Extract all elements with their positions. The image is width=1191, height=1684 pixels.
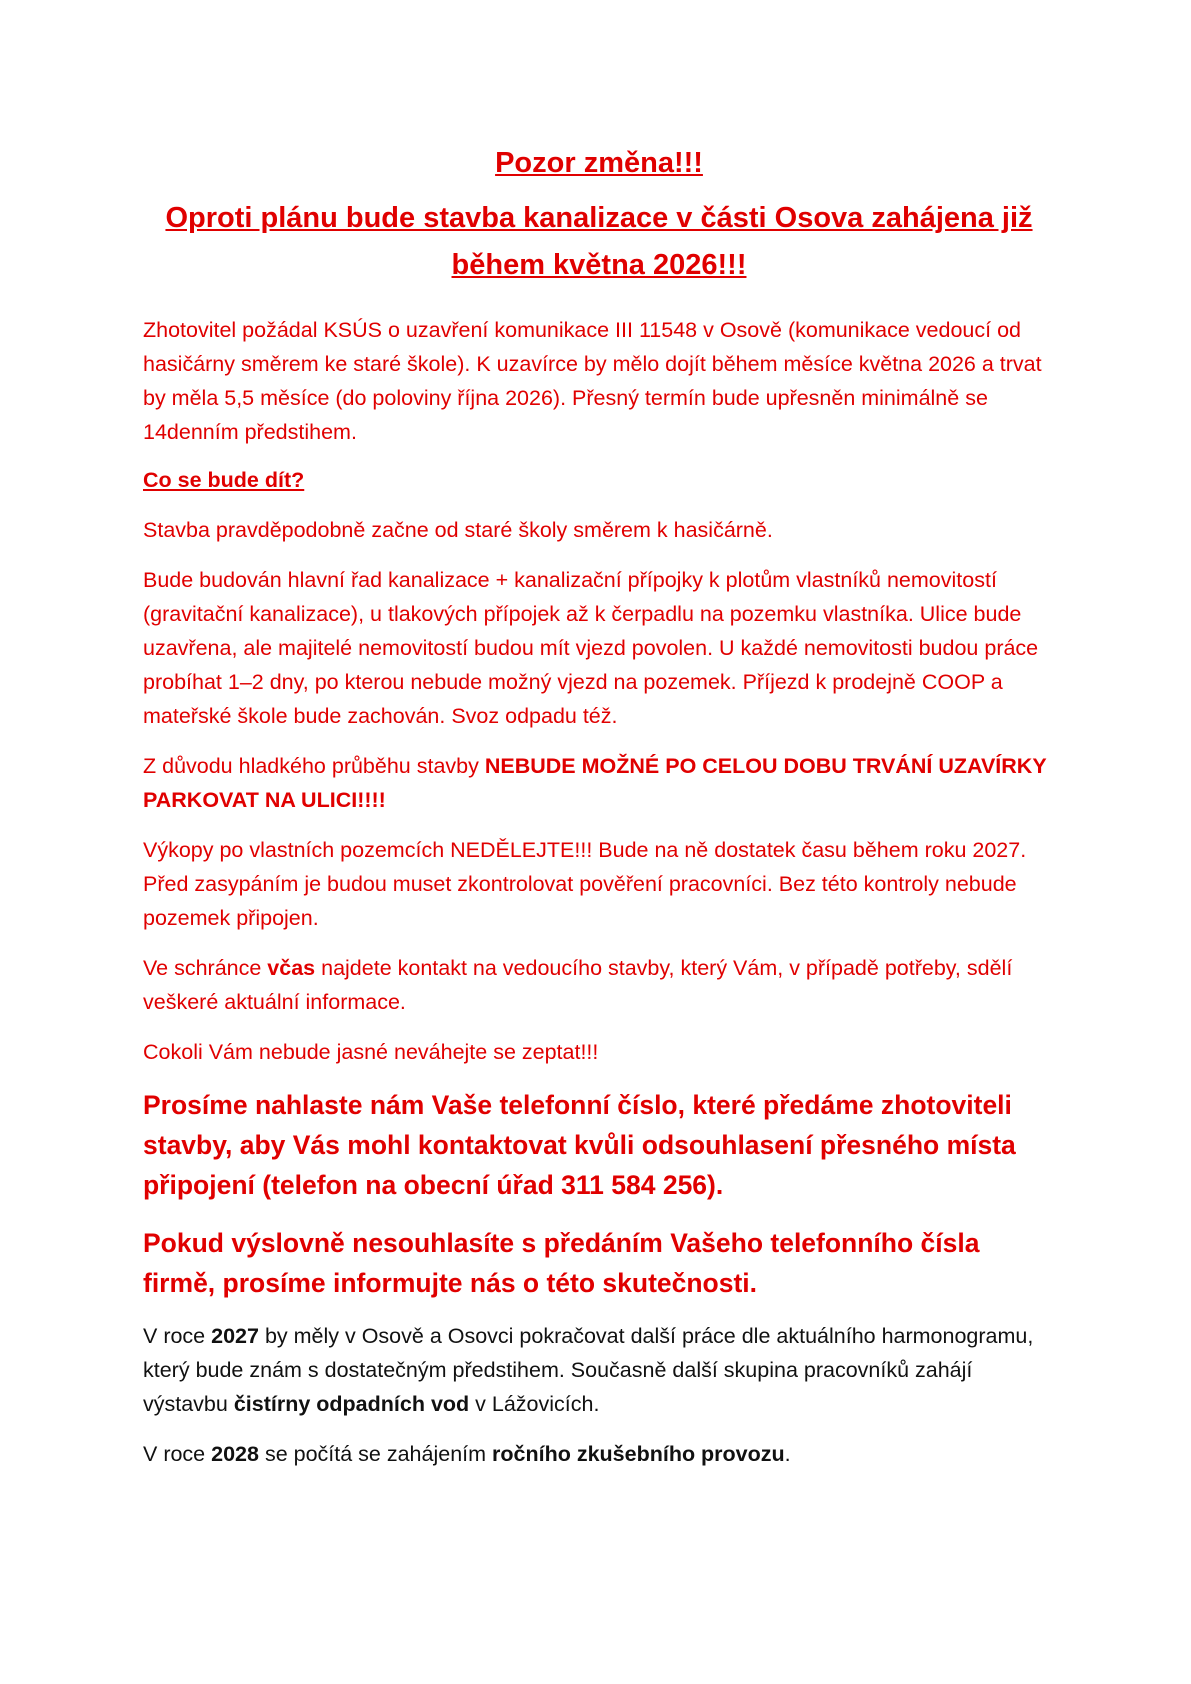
y2027-b: by měly v Osově a Osovci pokračovat další práce dle aktuálního harmonogramu, který bude znám s dostatečným předstihem. Současně další skupina pracovníků zahájí výstavbu bbox=[143, 1324, 1034, 1416]
year-2027-paragraph bbox=[143, 1319, 1055, 1421]
y2028-a: V roce bbox=[143, 1442, 212, 1466]
notice-title: Pozor změna!!! bbox=[495, 147, 703, 179]
notice-subtitle: Oproti plánu bude stavba kanalizace v části Osova zahájena již během května 2026!!! bbox=[165, 202, 1033, 281]
section-heading: Co se bude dít? bbox=[143, 468, 305, 492]
parking-paragraph bbox=[143, 749, 1055, 817]
y2027-a: V roce bbox=[143, 1324, 212, 1348]
y2028-year: 2028 bbox=[211, 1442, 259, 1466]
mailbox-bold: včas bbox=[267, 956, 316, 980]
document-page bbox=[143, 140, 1055, 1471]
year-2028-paragraph bbox=[143, 1437, 1055, 1471]
excavation-paragraph: Výkopy po vlastních pozemcích NEDĚLEJTE!!! Bude na ně dostatek času během roku 2027. Před zasypáním je budou muset zkontrolovat pověření pracovníci. Bez této kontroly nebude pozemek připojen. bbox=[143, 838, 1027, 930]
start-paragraph: Stavba pravděpodobně začne od staré školy směrem k hasičárně. bbox=[143, 518, 773, 542]
mailbox-paragraph bbox=[143, 951, 1055, 1019]
y2028-bold: ročního zkušebního provozu bbox=[492, 1442, 785, 1466]
phone-request-paragraph: Prosíme nahlaste nám Vaše telefonní číslo, které předáme zhotoviteli stavby, aby Vás mohl kontaktovat kvůli odsouhlasení přesného místa připojení (telefon na obecní úřad 311 584 256). bbox=[143, 1090, 1016, 1200]
y2027-c: v Lážovicích. bbox=[469, 1392, 600, 1416]
y2028-c: . bbox=[784, 1442, 791, 1466]
intro-paragraph: Zhotovitel požádal KSÚS o uzavření komunikace III 11548 v Osově (komunikace vedoucí od hasičárny směrem ke staré škole). K uzavírce by mělo dojít během měsíce května 2026 a trvat by měla 5,5 měsíce (do poloviny října 2026). Přesný termín bude upřesněn minimálně se 14denním předstihem. bbox=[143, 318, 1042, 444]
y2027-bold: čistírny odpadních vod bbox=[233, 1392, 470, 1416]
y2027-year: 2027 bbox=[211, 1324, 259, 1348]
y2028-b: se počítá se zahájením bbox=[258, 1442, 493, 1466]
consent-paragraph: Pokud výslovně nesouhlasíte s předáním Vašeho telefonního čísla firmě, prosíme informujte nás o této skutečnosti. bbox=[143, 1228, 980, 1298]
mailbox-lead: Ve schránce bbox=[143, 956, 268, 980]
parking-warning: NEBUDE MOŽNÉ PO CELOU DOBU TRVÁNÍ UZAVÍRKY PARKOVAT NA ULICI!!!! bbox=[143, 754, 1047, 812]
parking-lead: Z důvodu hladkého průběhu stavby bbox=[143, 754, 485, 778]
mailbox-rest: najdete kontakt na vedoucího stavby, který Vám, v případě potřeby, sdělí veškeré aktuální informace. bbox=[143, 956, 1013, 1014]
ask-paragraph: Cokoli Vám nebude jasné neváhejte se zeptat!!! bbox=[143, 1040, 599, 1064]
construction-paragraph: Bude budován hlavní řad kanalizace + kanalizační přípojky k plotům vlastníků nemovitostí (gravitační kanalizace), u tlakových přípojek až k čerpadlu na pozemku vlastníka. Ulice bude uzavřena, ale majitelé nemovitostí budou mít vjezd povolen. U každé nemovitosti budou práce probíhat 1–2 dny, po kterou nebude možný vjezd na pozemek. Příjezd k prodejně COOP a mateřské škole bude zachován. Svoz odpadu též. bbox=[143, 568, 1039, 728]
